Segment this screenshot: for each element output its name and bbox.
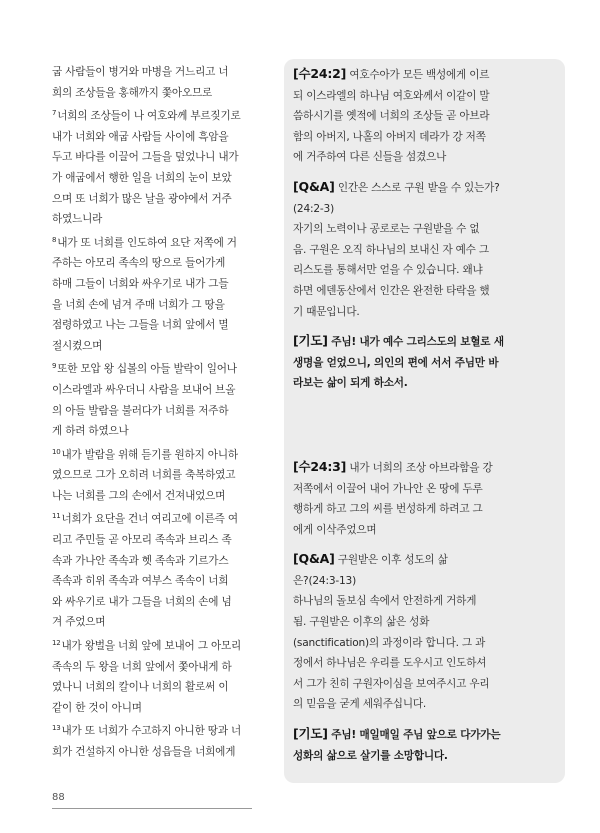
verse-number: 7	[52, 109, 57, 118]
commentary-text: 여호수아가 모든 백성에게 이르	[349, 69, 490, 81]
commentary-line	[293, 674, 555, 695]
commentary-block	[293, 64, 555, 168]
verse-line	[52, 147, 280, 168]
verse-text: 였으므로 그가 오히려 너희를 축복하였고	[52, 469, 236, 482]
commentary-line	[293, 373, 555, 394]
verse-text: 같이 한 것이 아니며	[52, 701, 142, 714]
commentary-text: 인간은 스스로 구원 받을 수 있는가?	[337, 181, 500, 194]
verse-line	[52, 486, 280, 507]
verse-line	[52, 356, 280, 380]
verse-text: 였나니 너희의 칼이나 너희의 활로써 이	[52, 681, 229, 694]
verse-line	[52, 83, 280, 104]
section-label: [Q&A]	[293, 551, 335, 567]
commentary-text: 자기의 노력이나 공로로는 구원받을 수 없	[293, 223, 480, 236]
verse-text: 내가 또 너희가 수고하지 아니한 땅과 너	[61, 725, 242, 738]
verse-line	[52, 592, 280, 613]
verse-text: 의 아들 발람을 불러다가 너희를 저주하	[52, 404, 229, 417]
commentary-line	[293, 86, 555, 107]
commentary-text: 에 거주하여 다른 신들을 섬겼으나	[293, 151, 447, 164]
verse-text: 두고 바다를 이끌어 그들을 덮었나니 내가	[52, 151, 239, 164]
verse-line	[52, 530, 280, 551]
commentary-line	[293, 694, 555, 715]
footer-rule	[52, 808, 252, 809]
commentary-line	[293, 281, 555, 302]
verse-text: 내가 발람을 위해 듣기를 원하지 아니하	[61, 448, 238, 461]
commentary-line	[293, 177, 555, 199]
verse-text: 겨 주었으며	[52, 616, 106, 629]
verse-line	[52, 657, 280, 678]
verse-text: 점령하였고 나는 그들을 너희 앞에서 멸	[52, 319, 229, 332]
commentary-line	[293, 499, 555, 520]
verse-text: 너희가 요단을 건너 여리고에 이른즉 여	[61, 513, 238, 526]
commentary-text: 함의 아버지, 나홀의 아버지 데라가 강 저쪽	[293, 130, 486, 143]
verse-text: 으며 또 너희가 많은 날을 광야에서 거주	[52, 192, 232, 205]
verse-text: 내가 왕벌을 너희 앞에 보내어 그 아모리	[61, 640, 242, 653]
commentary-text: 리스도를 통해서만 얻을 수 있습니다. 왜냐	[293, 264, 483, 277]
verse-line	[52, 103, 280, 127]
verse-text: 또한 모압 왕 십볼의 아들 발락이 일어나	[57, 363, 237, 376]
scripture-column	[52, 62, 280, 763]
verse-text: 을 너희 손에 넘겨 주매 너희가 그 땅을	[52, 298, 225, 311]
verse-line	[52, 421, 280, 442]
verse-number: 9	[52, 362, 57, 371]
verse-number: 13	[52, 724, 61, 733]
section-label: [Q&A]	[293, 178, 335, 194]
commentary-text: 씀하시기를 옛적에 너희의 조상들 곧 아브라	[293, 110, 490, 123]
commentary-text: 내가 너희의 조상 아브라함을 강	[349, 461, 493, 474]
section-label: [기도]	[293, 726, 328, 742]
commentary-line	[293, 127, 555, 148]
commentary-line	[293, 653, 555, 674]
commentary-line	[293, 724, 555, 746]
commentary-text: 의 믿음을 굳게 세워주십니다.	[293, 698, 427, 711]
verse-line	[52, 274, 280, 295]
commentary-line	[293, 106, 555, 127]
commentary-text: 저쪽에서 이끌어 내어 가나안 온 땅에 두루	[293, 482, 483, 495]
verse-line	[52, 442, 280, 466]
verse-line	[52, 295, 280, 316]
verse-text: 나는 너희를 그의 손에서 건져내었으며	[52, 489, 226, 502]
verse-text: 족속의 두 왕을 너희 앞에서 쫓아내게 하	[52, 660, 232, 673]
verse-line	[52, 380, 280, 401]
verse-line	[52, 127, 280, 148]
commentary-text: (sanctification)의 과정이라 합니다. 그 과	[293, 636, 486, 649]
commentary-text: 행하게 하고 그의 씨를 번성하게 하려고 그	[293, 503, 483, 516]
verse-text: 게 하려 하였으나	[52, 425, 129, 438]
commentary-line	[293, 520, 555, 541]
verse-text: 주하는 아모리 족속의 땅으로 들어가게	[52, 257, 226, 270]
verse-line	[52, 189, 280, 210]
commentary-line	[293, 199, 555, 220]
verse-line	[52, 677, 280, 698]
block-spacer	[293, 540, 555, 549]
commentary-line	[293, 457, 555, 479]
commentary-text: 되 이스라엘의 하나님 여호와께서 이같이 말	[293, 89, 490, 102]
block-spacer	[293, 394, 555, 457]
verse-text: 하였느니라	[52, 213, 103, 226]
verse-line	[52, 62, 280, 83]
verse-text: 와 싸우기로 내가 그들을 너희의 손에 넘	[52, 595, 232, 608]
verse-line	[52, 742, 280, 763]
commentary-text: 성화의 삶으로 살기를 소망합니다.	[293, 749, 448, 762]
verse-line	[52, 698, 280, 719]
commentary-text: 하나님의 돌보심 속에서 안전하게 거하게	[293, 595, 477, 608]
commentary-column	[293, 64, 555, 766]
verse-line	[52, 315, 280, 336]
commentary-line	[293, 260, 555, 281]
verse-text: 절시켰으며	[52, 339, 103, 352]
verse-number: 11	[52, 512, 61, 521]
verse-text: 굽 사람들이 병거와 마병을 거느리고 너	[52, 66, 229, 78]
verse-line	[52, 506, 280, 530]
verse-text: 내가 너희와 애굽 사람들 사이에 흑암을	[52, 130, 229, 143]
commentary-line	[293, 746, 555, 767]
commentary-block	[293, 549, 555, 715]
block-spacer	[293, 715, 555, 724]
block-spacer	[293, 168, 555, 177]
verse-text: 너희의 조상들이 나 여호와께 부르짖기로	[57, 110, 241, 123]
verse-text: 족속과 히위 족속과 여부스 족속이 너희	[52, 575, 229, 588]
page-number: 88	[52, 792, 65, 803]
commentary-line	[293, 612, 555, 633]
commentary-line	[293, 591, 555, 612]
commentary-text: 서 그가 친히 구원자이심을 보여주시고 우리	[293, 677, 490, 690]
commentary-text: 음. 구원은 오직 하나님의 보내신 자 예수 그	[293, 243, 489, 256]
commentary-line	[293, 64, 555, 86]
commentary-text: 구원받은 이후 성도의 삶	[337, 554, 448, 567]
commentary-line	[293, 549, 555, 571]
commentary-line	[293, 479, 555, 500]
commentary-block	[293, 331, 555, 394]
verse-line	[52, 465, 280, 486]
verse-line	[52, 401, 280, 422]
commentary-text: 생명을 얻었으니, 의인의 편에 서서 주님만 바	[293, 356, 499, 369]
commentary-line	[293, 302, 555, 323]
section-label: [수24:2]	[293, 66, 347, 81]
block-spacer	[293, 322, 555, 331]
verse-text: 내가 또 너희를 인도하여 요단 저쪽에 거	[57, 236, 237, 249]
verse-text: 속과 가나안 족속과 헷 족속과 기르가스	[52, 554, 229, 567]
commentary-text: (24:2-3)	[293, 202, 335, 215]
commentary-text: 에게 이삭주었으며	[293, 523, 377, 536]
commentary-line	[293, 240, 555, 261]
verse-line	[52, 633, 280, 657]
commentary-text: 정에서 하나님은 우리를 도우시고 인도하셔	[293, 657, 487, 670]
commentary-text: 주님! 매일매일 주님 앞으로 다가가는	[331, 729, 501, 742]
verse-line	[52, 718, 280, 742]
verse-text: 이스라엘과 싸우더니 사람을 보내어 브올	[52, 383, 236, 396]
commentary-text: 기 때문입니다.	[293, 305, 360, 318]
verse-line	[52, 336, 280, 357]
verse-number: 10	[52, 447, 61, 456]
commentary-line	[293, 633, 555, 654]
verse-number: 8	[52, 235, 57, 244]
section-label: [기도]	[293, 333, 328, 349]
verse-line	[52, 168, 280, 189]
verse-line	[52, 209, 280, 230]
commentary-line	[293, 147, 555, 168]
verse-line	[52, 551, 280, 572]
verse-text: 희의 조상들을 홍해까지 쫓아오므로	[52, 86, 213, 99]
commentary-line	[293, 331, 555, 353]
commentary-line	[293, 353, 555, 374]
verse-line	[52, 230, 280, 254]
verse-text: 희가 건설하지 아니한 성읍들을 너희에게	[52, 746, 236, 758]
commentary-text: 은?(24:3-13)	[293, 574, 357, 587]
commentary-block	[293, 177, 555, 322]
verse-text: 리고 주민들 곧 아모리 족속과 브리스 족	[52, 534, 232, 547]
verse-number: 12	[52, 639, 61, 648]
commentary-text: 주님! 내가 예수 그리스도의 보혈로 새	[331, 336, 504, 349]
verse-line	[52, 253, 280, 274]
commentary-text: 하면 에덴동산에서 인간은 완전한 타락을 했	[293, 284, 490, 297]
commentary-text: 됨. 구원받은 이후의 삶은 성화	[293, 616, 430, 629]
verse-line	[52, 571, 280, 592]
commentary-line	[293, 571, 555, 592]
commentary-block	[293, 724, 555, 766]
verse-text: 하매 그들이 너희와 싸우기로 내가 그들	[52, 277, 229, 290]
verse-line	[52, 612, 280, 633]
commentary-text: 라보는 삶이 되게 하소서.	[293, 377, 408, 390]
commentary-block	[293, 457, 555, 540]
commentary-line	[293, 219, 555, 240]
section-label: [수24:3]	[293, 458, 347, 474]
verse-text: 가 애굽에서 행한 일을 너희의 눈이 보았	[52, 171, 232, 184]
